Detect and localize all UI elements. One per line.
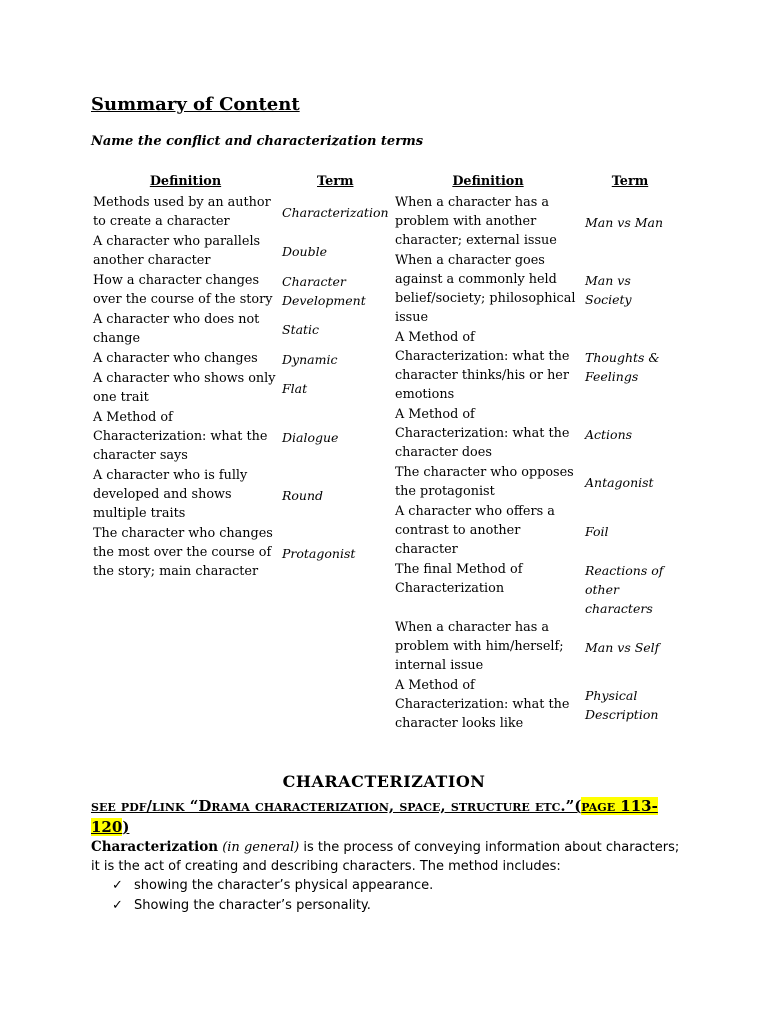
table-row (393, 193, 677, 251)
term-cell: Man vs Man (585, 214, 664, 230)
characterization-paragraph (91, 838, 691, 876)
definition-cell: A character who is fully developed and shows multiple traits (93, 468, 248, 521)
table-row (393, 560, 677, 618)
page-title: Summary of Content (91, 94, 300, 115)
term-cell: Round (282, 487, 324, 503)
definition-cell: How a character changes over the course of the story (93, 273, 273, 307)
list-item-text: Showing the character’s personality. (134, 898, 371, 913)
para-body: is the process of conveying information about characters; it is the act of creating and describing characters. The method includes: (91, 840, 680, 874)
definition-cell: A character who does not change (93, 312, 260, 346)
table-row (393, 502, 677, 560)
definition-cell: A character who shows only one trait (93, 371, 276, 405)
definition-cell: A Method of Characterization: what the character looks like (395, 678, 570, 731)
table-row (393, 405, 677, 463)
table-row (393, 328, 677, 405)
para-aside: (in general) (222, 840, 300, 855)
para-term: Characterization (91, 839, 219, 855)
definition-cell: A character who offers a contrast to another character (395, 504, 555, 557)
table-row (393, 618, 677, 676)
definition-cell: The character who changes the most over the course of the story; main character (93, 526, 273, 579)
reference-line (91, 796, 681, 838)
table-row (91, 232, 391, 271)
table-row (393, 251, 677, 328)
table-row (91, 193, 391, 232)
definition-cell: A Method of Characterization: what the character does (395, 407, 570, 460)
right-terms-table (393, 171, 677, 734)
table-row (393, 676, 677, 734)
definition-header: Definition (452, 173, 524, 189)
definition-cell: When a character goes against a commonly held belief/society; philosophical issue (395, 253, 576, 325)
reference-text: see pdf/link “Drama characterization, space, structure etc.”( (91, 797, 582, 815)
term-header: Term (611, 173, 649, 189)
term-cell: Antagonist (585, 475, 654, 490)
table-header-row (393, 171, 677, 193)
term-cell: Reactions of other characters (585, 562, 664, 616)
term-cell: Static (282, 322, 320, 337)
definition-cell: A Method of Characterization: what the character says (93, 410, 268, 463)
definition-header: Definition (149, 173, 222, 189)
method-list (112, 876, 433, 916)
term-header: Term (317, 173, 354, 189)
definition-cell: The final Method of Characterization (395, 562, 523, 596)
instructions: Name the conflict and characterization terms (91, 134, 424, 149)
list-item-text: showing the character’s physical appearance. (134, 878, 434, 893)
reference-close: ) (122, 818, 130, 836)
definition-cell: A Method of Characterization: what the character thinks/his or her emotions (395, 330, 570, 402)
term-cell: Double (282, 244, 327, 259)
definition-cell: A character who parallels another character (93, 234, 261, 268)
term-cell: Man vs Self (585, 639, 660, 655)
page-reference-highlight: page 113-120 (91, 797, 658, 836)
term-cell: Dialogue (282, 429, 339, 445)
table-row (91, 310, 391, 349)
definition-cell: The character who opposes the protagonist (395, 465, 574, 499)
definition-cell: When a character has a problem with another character; external issue (395, 195, 557, 248)
left-terms-table (91, 171, 391, 582)
checkmark-icon: ✓ (112, 878, 123, 893)
term-cell: Character Development (282, 273, 366, 308)
section-heading: CHARACTERIZATION (282, 772, 486, 791)
checkmark-icon: ✓ (112, 898, 123, 913)
definition-cell: When a character has a problem with him/herself; internal issue (395, 620, 564, 673)
table-row (91, 349, 391, 369)
table-row (91, 369, 391, 408)
term-cell: Actions (585, 426, 633, 442)
term-cell: Dynamic (282, 351, 338, 367)
table-row (91, 271, 391, 310)
term-cell: Physical Description (585, 688, 659, 722)
term-cell: Thoughts & Feelings (585, 349, 660, 384)
list-item (112, 896, 433, 916)
table-row (91, 466, 391, 524)
table-header-row (91, 171, 391, 193)
term-cell: Characterization (282, 205, 389, 220)
definition-cell: A character who changes (93, 351, 258, 366)
term-cell: Flat (282, 381, 308, 396)
table-row (91, 408, 391, 466)
table-row (91, 524, 391, 582)
list-item (112, 876, 433, 896)
term-cell: Man vs Society (585, 272, 632, 307)
table-row (393, 463, 677, 502)
definition-cell: Methods used by an author to create a character (93, 195, 271, 229)
term-cell: Foil (585, 523, 609, 539)
term-cell: Protagonist (282, 545, 356, 561)
